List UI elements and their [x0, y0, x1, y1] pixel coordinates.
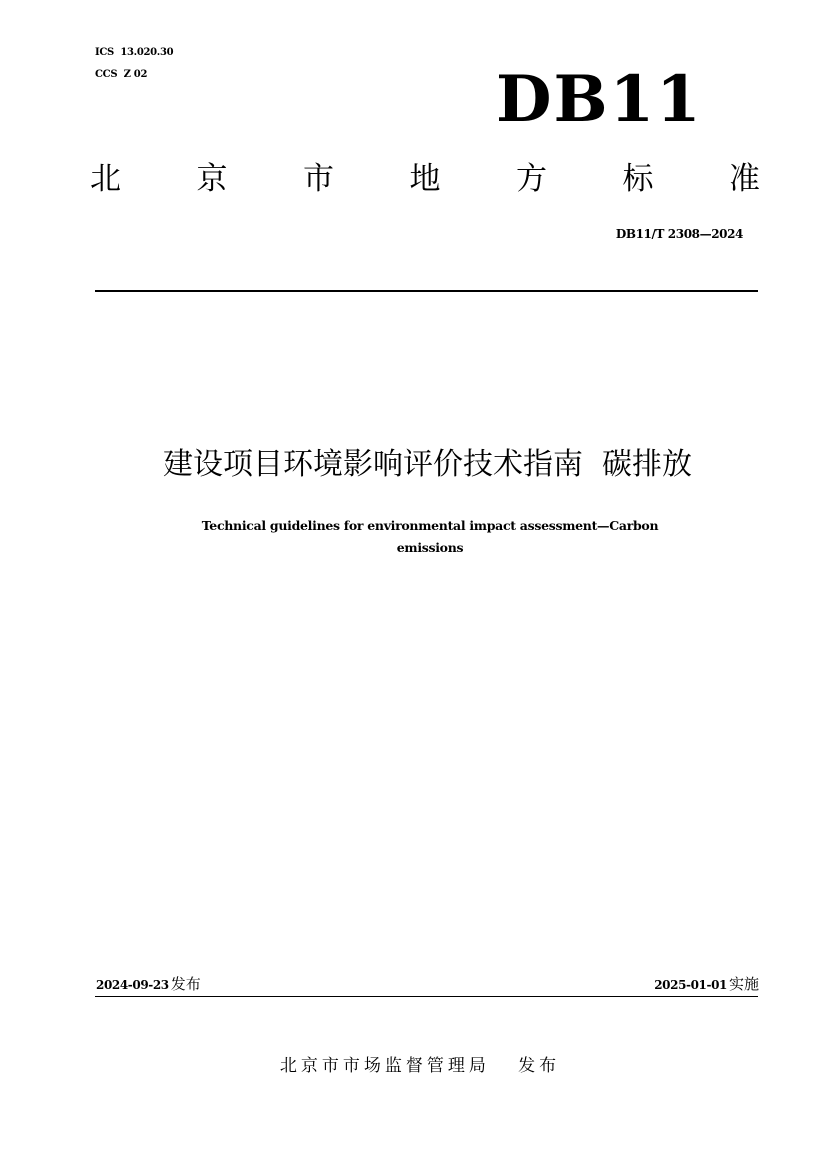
issue-label: 发布 — [170, 975, 201, 993]
standard-type-char: 地 — [409, 161, 441, 197]
standard-type-heading — [90, 155, 760, 203]
standard-number: DB11/T 2308—2024 — [615, 227, 743, 241]
classification-codes — [95, 42, 173, 86]
issue-date: 2024-09-23 — [96, 978, 169, 992]
publisher-line: 北京市市场监督管理局 发布 — [279, 1056, 561, 1076]
implement-date: 2025-01-01 — [654, 978, 727, 992]
issue-date-block — [96, 972, 201, 997]
standard-type-char: 方 — [516, 161, 547, 197]
db11-logo: DB11 — [496, 62, 703, 137]
title-english-line: emissions — [396, 540, 464, 555]
standard-type-char: 京 — [196, 161, 228, 197]
standard-type-char: 准 — [729, 161, 760, 197]
title-chinese: 建设项目环境影响评价技术指南 碳排放 — [162, 447, 693, 482]
standard-type-char: 北 — [90, 161, 121, 197]
standard-type-char: 标 — [622, 161, 654, 197]
ics-code: ICS 13.020.30 — [95, 47, 174, 58]
implement-label: 实施 — [728, 975, 759, 993]
top-divider — [95, 290, 758, 292]
implement-date-block — [654, 972, 759, 997]
standard-type-char: 市 — [303, 161, 334, 197]
title-english — [110, 515, 750, 559]
ccs-code: CCS Z 02 — [95, 69, 148, 80]
bottom-divider — [95, 996, 758, 997]
dates-row — [96, 972, 759, 997]
title-english-line: Technical guidelines for environmental impact assessment—Carbon — [201, 518, 659, 533]
